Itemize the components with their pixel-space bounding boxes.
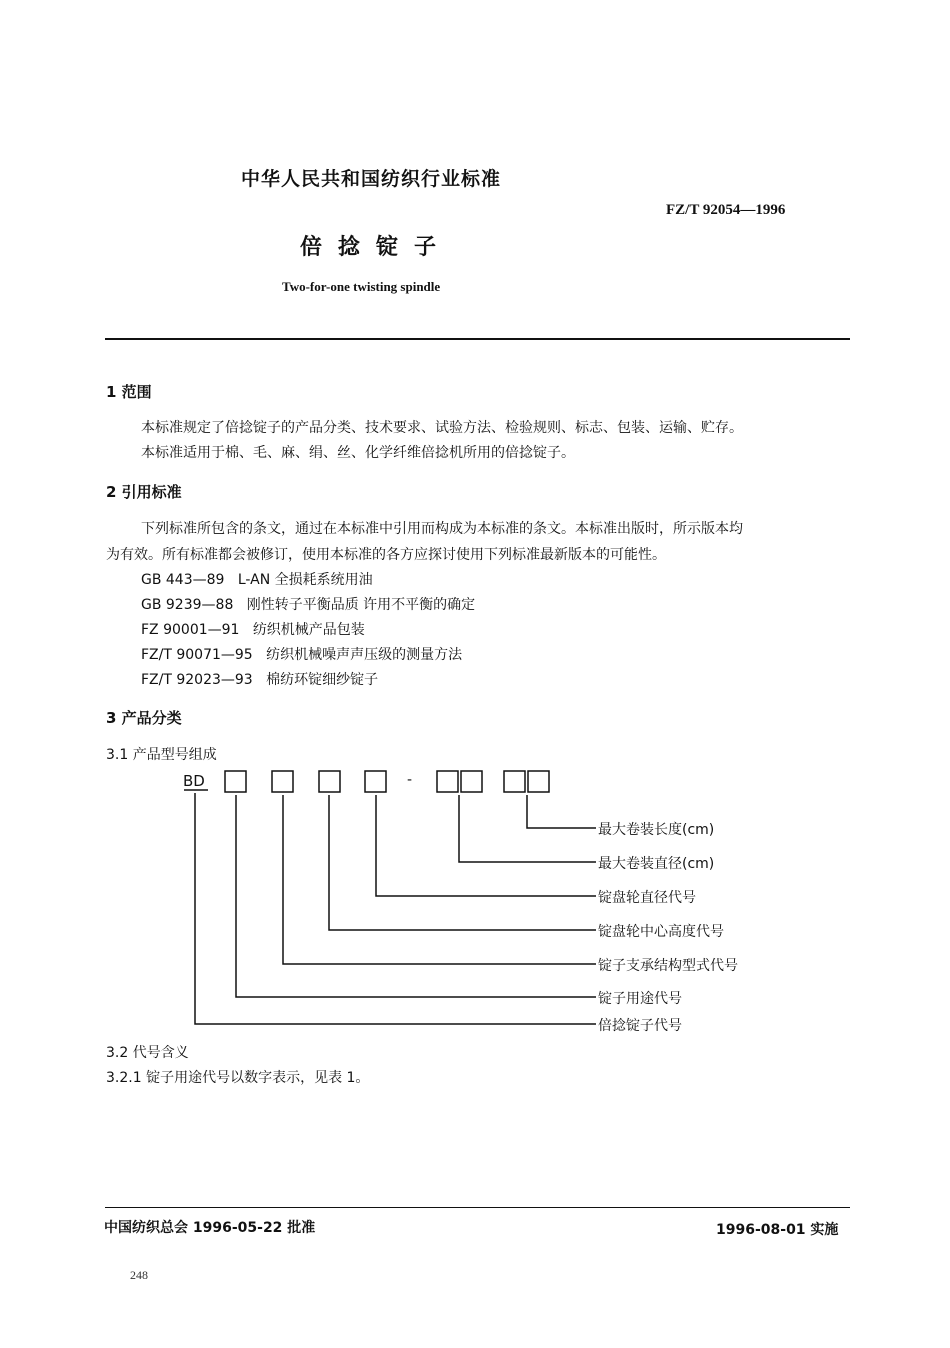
approval-date: 中国纺织总会 1996-05-22 批准: [104, 1220, 316, 1236]
section-2-para-line-1: 下列标准所包含的条文，通过在本标准中引用而构成为本标准的条文。本标准出版时，所示版本均: [141, 521, 743, 537]
reference-code: FZ 90001—91: [141, 622, 240, 638]
diagram-label: 锭子用途代号: [598, 991, 682, 1007]
section-3-1-heading: 3.1 产品型号组成: [106, 747, 217, 763]
section-1-para-2: 本标准适用于棉、毛、麻、绢、丝、化学纤维倍捻机所用的倍捻锭子。: [141, 445, 575, 461]
reference-code: GB 9239—88: [141, 597, 234, 613]
page-title: 倍捻锭子: [300, 235, 453, 260]
model-dash: -: [407, 772, 413, 788]
connector-line: [283, 795, 596, 964]
code-box: [272, 771, 293, 792]
code-box: [365, 771, 386, 792]
code-box: [528, 771, 549, 792]
issuing-organization: 中华人民共和国纺织行业标准: [241, 168, 502, 190]
code-box: [437, 771, 458, 792]
code-box: [319, 771, 340, 792]
reference-name: 纺织机械产品包装: [252, 622, 365, 638]
section-3-2-1-text: 3.2.1 锭子用途代号以数字表示，见表 1。: [106, 1070, 370, 1086]
diagram-label: 最大卷装长度(cm): [598, 822, 715, 838]
diagram-label: 锭盘轮中心高度代号: [598, 924, 724, 940]
reference-name: L-AN 全损耗系统用油: [237, 572, 373, 588]
reference-code: FZ/T 90071—95: [141, 647, 253, 663]
diagram-label: 锭盘轮直径代号: [598, 890, 696, 906]
diagram-label: 锭子支承结构型式代号: [598, 958, 738, 974]
diagram-label: 倍捻锭子代号: [598, 1018, 682, 1034]
code-box: [225, 771, 246, 792]
reference-code: FZ/T 92023—93: [141, 672, 253, 688]
section-3-2-heading: 3.2 代号含义: [106, 1045, 189, 1061]
diagram-label: 最大卷装直径(cm): [598, 856, 715, 872]
reference-name: 刚性转子平衡品质 许用不平衡的确定: [246, 597, 476, 613]
model-prefix: BD: [183, 772, 205, 790]
section-2-heading: 2 引用标准: [106, 483, 182, 501]
section-3-heading: 3 产品分类: [106, 709, 182, 727]
english-title: Two-for-one twisting spindle: [282, 279, 441, 294]
code-box: [504, 771, 525, 792]
connector-line: [376, 795, 596, 896]
section-1-heading: 1 范围: [106, 383, 152, 401]
connector-line: [527, 795, 596, 828]
reference-code: GB 443—89: [141, 572, 225, 588]
reference-name: 纺织机械噪声声压级的测量方法: [266, 647, 463, 663]
code-box: [461, 771, 482, 792]
page-number: 248: [130, 1268, 148, 1282]
section-1-para-1: 本标准规定了倍捻锭子的产品分类、技术要求、试验方法、检验规则、标志、包装、运输、贮存。: [141, 420, 743, 436]
footer-divider: [105, 1207, 850, 1208]
implementation-date: 1996-08-01 实施: [716, 1222, 839, 1238]
section-2-para-line-2: 为有效。所有标准都会被修订，使用本标准的各方应探讨使用下列标准最新版本的可能性。: [106, 547, 666, 563]
reference-name: 棉纺环锭细纱锭子: [266, 672, 379, 688]
standard-code: FZ/T 92054—1996: [666, 202, 786, 218]
